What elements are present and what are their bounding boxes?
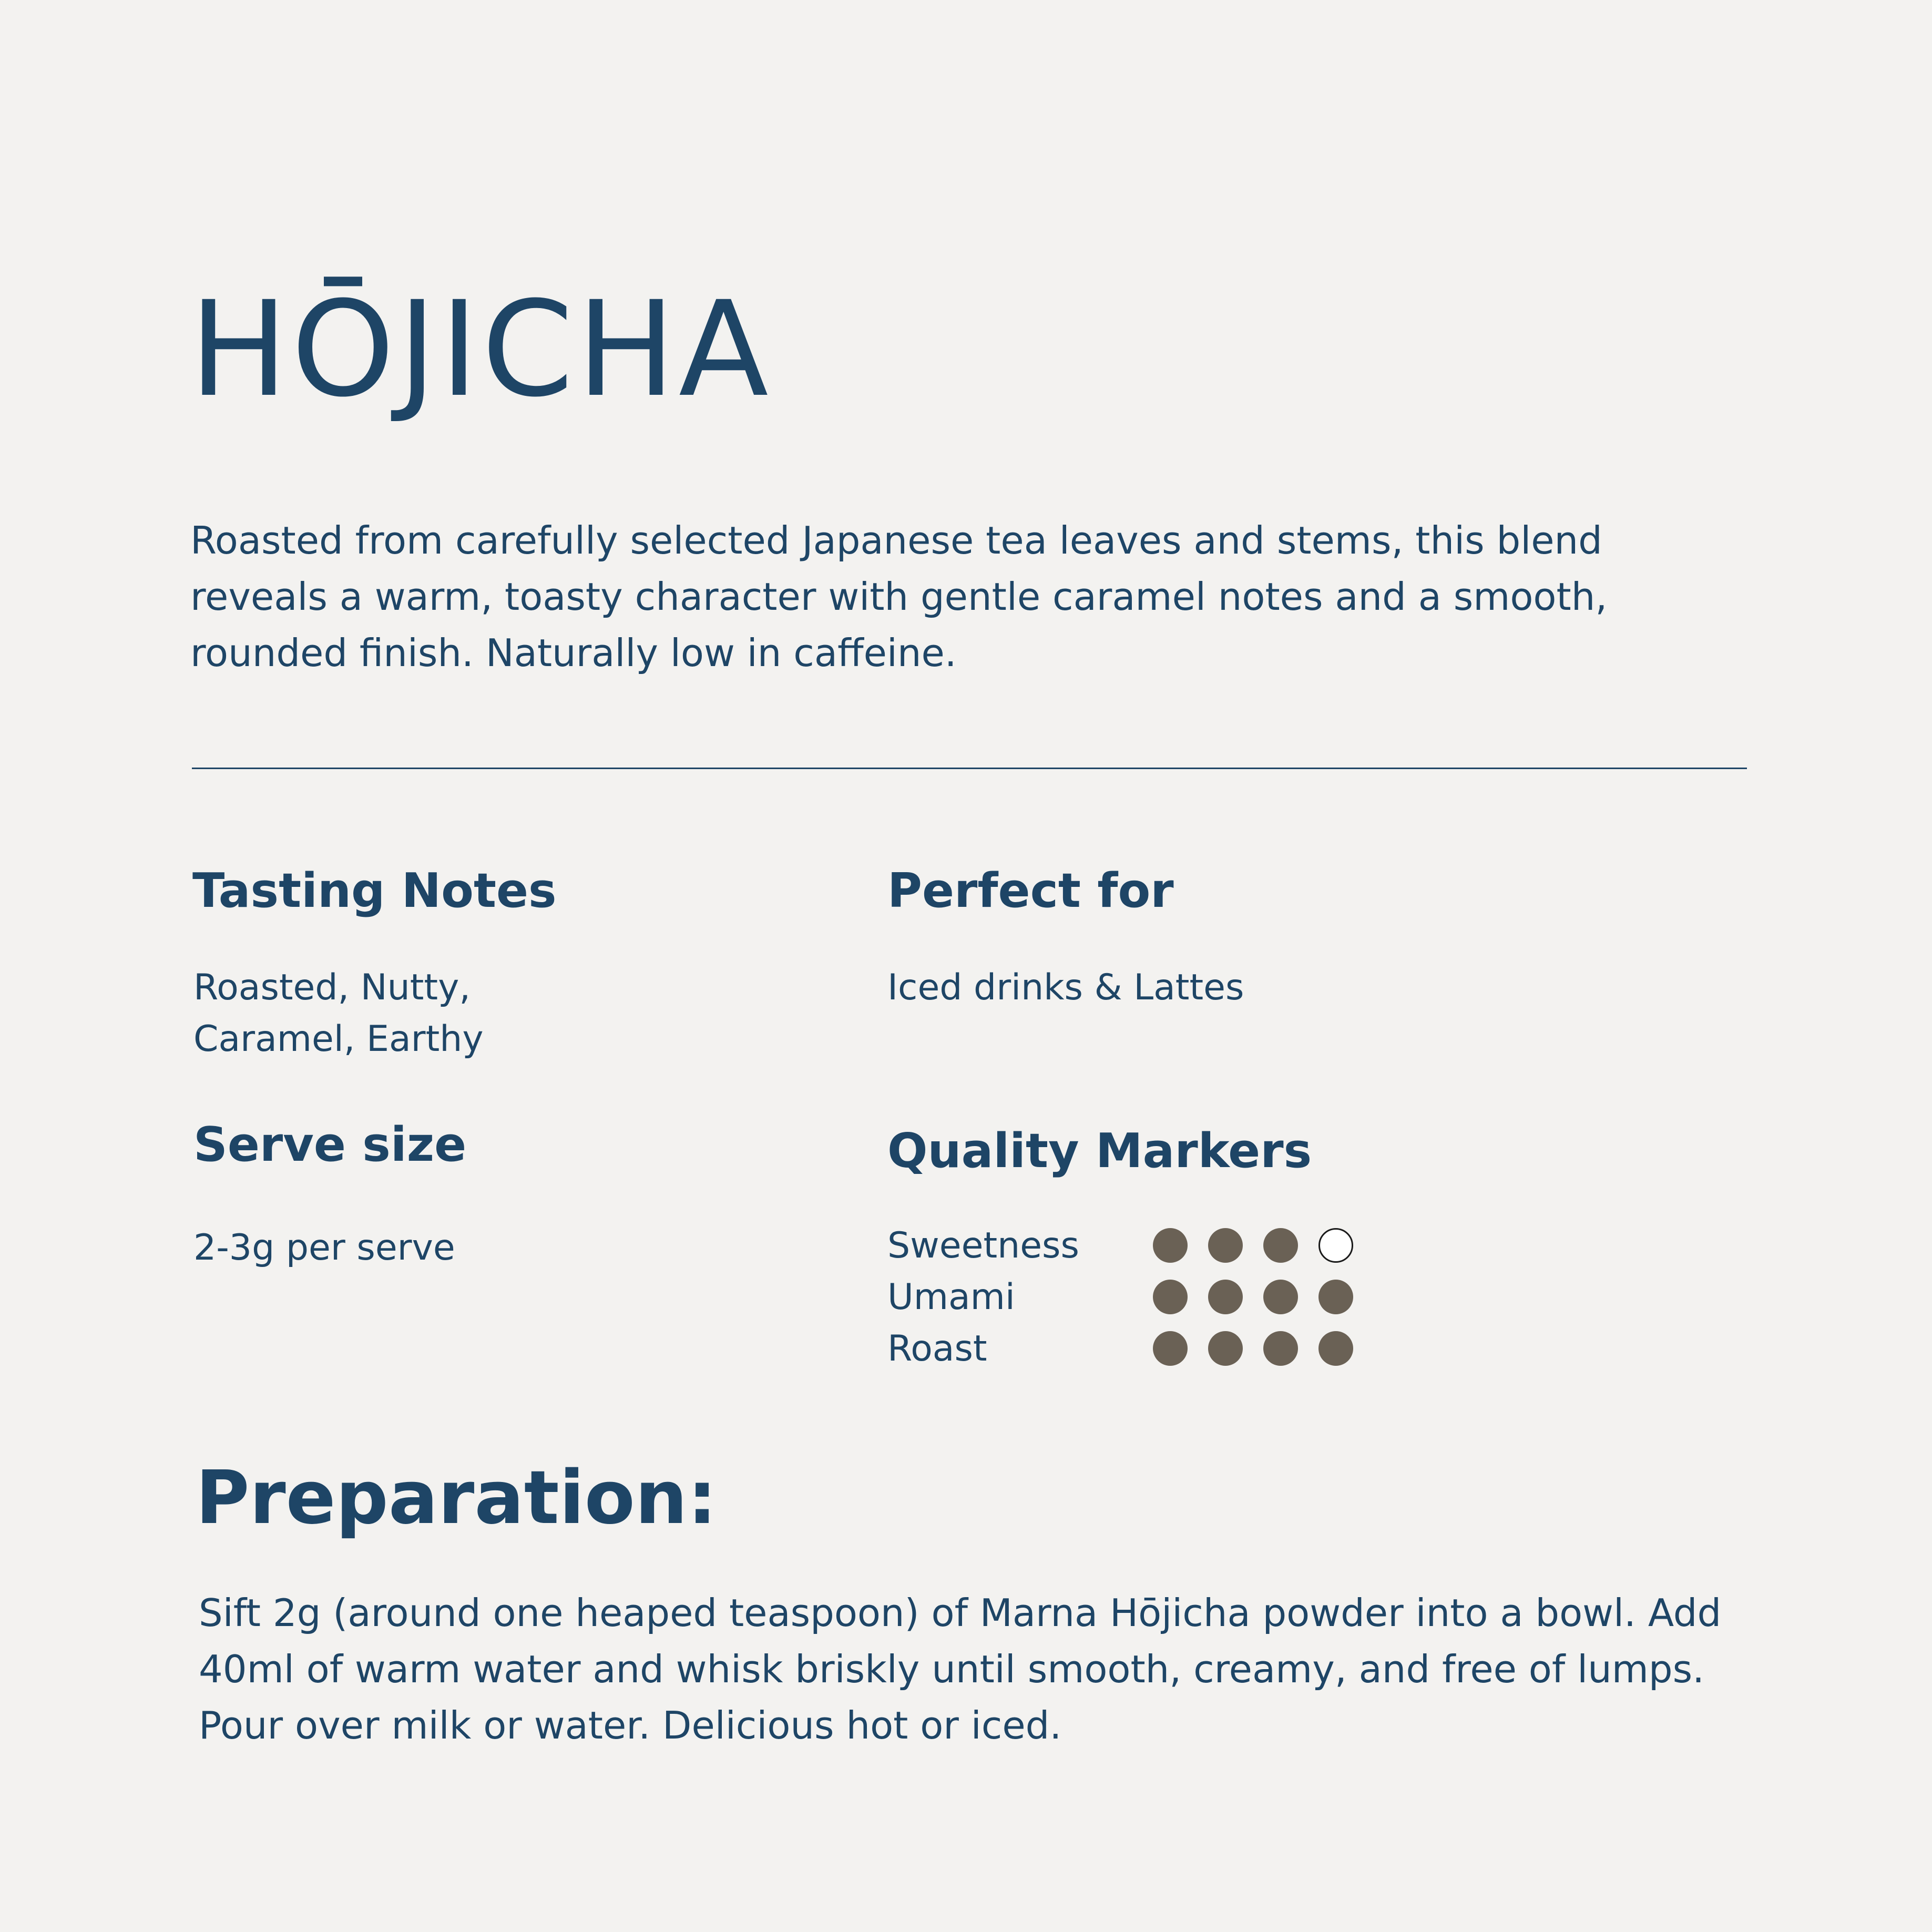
quality-marker-row: [887, 1220, 1374, 1271]
quality-markers-list: [887, 1220, 1374, 1374]
quality-marker-label: Roast: [887, 1327, 987, 1369]
quality-marker-row: [887, 1323, 1374, 1374]
quality-marker-label: Umami: [887, 1276, 1015, 1318]
rating-dot-filled: [1263, 1280, 1298, 1314]
quality-markers-heading: Quality Markers: [887, 1123, 1312, 1179]
tasting-notes-line: Roasted, Nutty,: [193, 967, 471, 1008]
rating-dots: [1153, 1331, 1374, 1366]
product-title: HŌJICHA: [189, 273, 772, 426]
rating-dot-filled: [1153, 1228, 1188, 1263]
preparation-text: Sift 2g (around one heaped teaspoon) of Marna Hōjicha powder into a bowl. Add 40ml of warm water and whisk briskly until smooth, creamy, and free of lumps. Pour over milk or water. Delicious hot or iced.: [199, 1591, 1722, 1747]
rating-dot-filled: [1153, 1331, 1188, 1366]
rating-dot-filled: [1208, 1228, 1243, 1263]
rating-dot-filled: [1318, 1331, 1353, 1366]
rating-dot-filled: [1318, 1280, 1353, 1314]
tasting-notes-line: Caramel, Earthy: [193, 1018, 484, 1060]
serve-size-text: 2-3g per serve: [193, 1227, 455, 1269]
rating-dots: [1153, 1280, 1374, 1314]
tasting-notes-text: [193, 962, 484, 1065]
preparation-heading: Preparation:: [196, 1455, 717, 1541]
rating-dot-filled: [1208, 1280, 1243, 1314]
section-divider: [192, 768, 1747, 769]
product-description: Roasted from carefully selected Japanese tea leaves and stems, this blend reveals a warm, toasty character with gentle caramel notes and a smooth, rounded finish. Naturally low in caffeine.: [190, 518, 1608, 675]
perfect-for-heading: Perfect for: [887, 863, 1174, 918]
rating-dots: [1153, 1228, 1374, 1263]
serve-size-heading: Serve size: [193, 1117, 467, 1172]
rating-dot-filled: [1263, 1331, 1298, 1366]
rating-dot-filled: [1153, 1280, 1188, 1314]
rating-dot-empty: [1318, 1228, 1353, 1263]
tasting-notes-heading: Tasting Notes: [192, 863, 557, 918]
rating-dot-filled: [1263, 1228, 1298, 1263]
rating-dot-filled: [1208, 1331, 1243, 1366]
quality-marker-label: Sweetness: [887, 1224, 1079, 1266]
perfect-for-text: Iced drinks & Lattes: [887, 967, 1244, 1008]
quality-marker-row: [887, 1271, 1374, 1323]
